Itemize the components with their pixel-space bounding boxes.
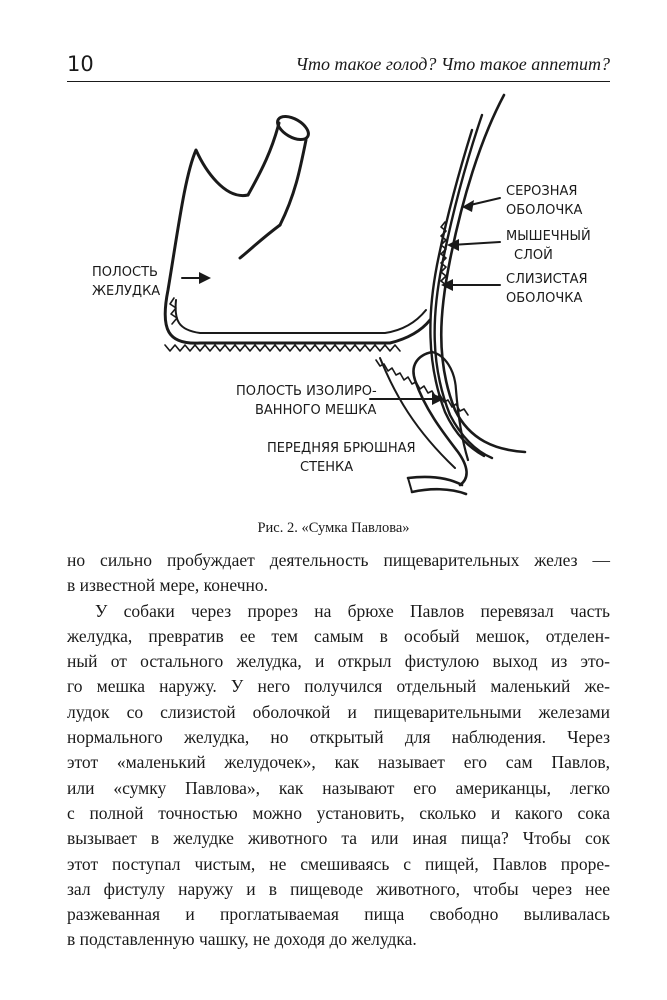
esophagus-opening <box>248 112 312 225</box>
text-line: разжеванная и проглатываемая пища свободно выливалась <box>67 904 610 925</box>
label-serous-2: ОБОЛОЧКА <box>506 203 583 218</box>
running-head: Что такое голод? Что такое аппетит? <box>295 54 610 74</box>
label-pouch-cavity-1: ПОЛОСТЬ ИЗОЛИРО- <box>236 384 377 399</box>
text-line: зал фистулу наружу и в пищеводе животного, чтобы через нее <box>67 878 610 899</box>
text-line: в подставленную чашку, не доходя до желудка. <box>67 929 417 950</box>
stomach-gland-serration <box>165 345 400 351</box>
text-line: в известной мере, конечно. <box>67 575 269 596</box>
label-arrows <box>182 198 500 399</box>
label-pouch-cavity-2: ВАННОГО МЕШКА <box>255 403 377 418</box>
figure-caption: Рис. 2. «Сумка Павлова» <box>257 520 410 536</box>
fistula-tube <box>408 477 466 494</box>
label-abdominal-wall-2: СТЕНКА <box>300 460 354 475</box>
text-line: с полной точностью можно установить, сколько и какого сока <box>67 802 610 823</box>
label-stomach-cavity-2: ЖЕЛУДКА <box>92 284 161 299</box>
label-mucous-1: СЛИЗИСТАЯ <box>506 272 588 287</box>
body-text <box>67 548 610 953</box>
text-line: но сильно пробуждает деятельность пищеварительных желез — <box>67 550 610 570</box>
text-line: или «сумку Павлова», как называют его американцы, легко <box>67 777 610 798</box>
label-stomach-cavity-1: ПОЛОСТЬ <box>92 265 158 280</box>
text-line: нормального желудка, но открытый для наблюдения. Через <box>67 727 610 748</box>
page-number: 10 <box>67 52 94 76</box>
text-line: вызывает в желудке животного та или иная пища? Чтобы сок <box>67 828 610 849</box>
text-line: этот поступал чистым, не смешиваясь с пищей, Павлов проре- <box>67 853 610 874</box>
text-line: этот «маленький желудочек», как называет его сам Павлов, <box>67 752 610 773</box>
text-line: лудок со слизистой оболочкой и пищеварительными железами <box>67 701 610 722</box>
text-line: У собаки через прорез на брюхе Павлов перевязал часть <box>95 600 610 621</box>
label-abdominal-wall-1: ПЕРЕДНЯЯ БРЮШНАЯ <box>267 441 416 456</box>
label-serous-1: СЕРОЗНАЯ <box>506 184 578 199</box>
label-mucous-2: ОБОЛОЧКА <box>506 291 583 306</box>
isolated-pouch <box>376 352 468 485</box>
text-line: ный от остального желудка, и открыл фистулою выход из это- <box>67 651 610 672</box>
label-muscular-2: СЛОЙ <box>514 248 553 263</box>
stomach-mucosa-line <box>176 300 426 333</box>
label-muscular-1: МЫШЕЧНЫЙ <box>506 229 591 244</box>
text-line: го мешка наружу. У него получился отдельный маленький же- <box>67 676 610 697</box>
text-line: желудка, превратив ее тем самым в особый мешок, отделен- <box>67 625 610 646</box>
